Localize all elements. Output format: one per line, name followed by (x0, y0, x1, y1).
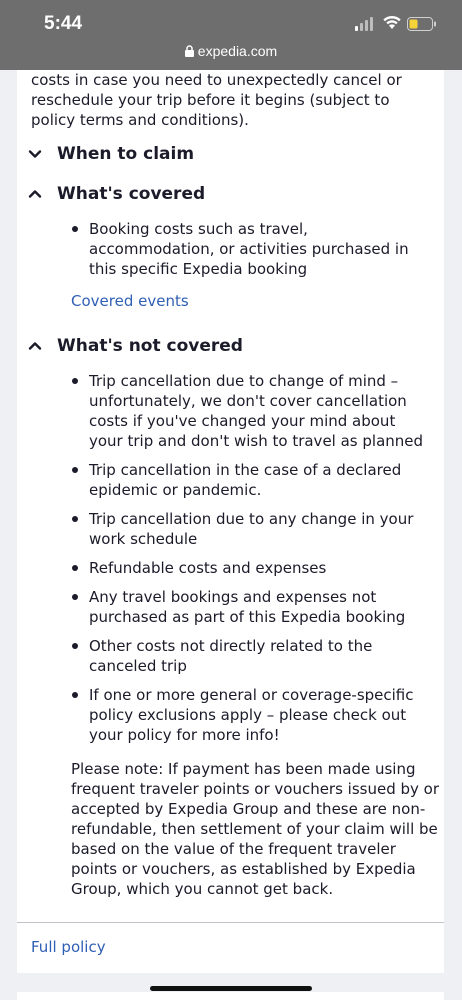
divider (17, 922, 444, 923)
wifi-icon (382, 14, 402, 34)
status-bar (0, 0, 462, 70)
section-whats-covered[interactable] (27, 184, 205, 204)
bullet-dot (72, 378, 78, 384)
bullet-dot (72, 516, 78, 522)
bullet-dot (72, 467, 78, 473)
intro-block (31, 70, 435, 130)
status-time: 5:44 (44, 13, 83, 34)
intro-text: costs in case you need to unexpectedly cancel or reschedule your trip before it begins (subject to policy terms and conditions). (31, 71, 402, 129)
address-bar[interactable] (0, 43, 462, 59)
battery-icon (407, 16, 437, 35)
list-item: Booking costs such as travel, accommodation, or activities purchased in this specific Expedia booking (72, 219, 432, 279)
not-covered-list (72, 371, 432, 745)
list-item: Other costs not directly related to the canceled trip (72, 636, 432, 676)
list-item: Trip cancellation due to change of mind – unfortunately, we don't cover cancellation costs if you've changed your mind about your trip and don't wish to travel as planned (72, 371, 432, 451)
bullet-dot (72, 594, 78, 600)
full-policy-link[interactable]: Full policy (31, 938, 106, 956)
covered-events-link[interactable]: Covered events (71, 292, 189, 310)
section-when-to-claim[interactable] (27, 144, 194, 164)
list-item: Trip cancellation in the case of a declared epidemic or pandemic. (72, 460, 432, 500)
chevron-down-icon (27, 146, 43, 162)
home-indicator[interactable] (150, 986, 312, 991)
bullet-dot (72, 692, 78, 698)
list-item: If one or more general or coverage-specific policy exclusions apply – please check out your policy for more info! (72, 685, 432, 745)
next-card (17, 992, 444, 1000)
bullet-dot (72, 643, 78, 649)
bullet-dot (72, 565, 78, 571)
please-note-text: Please note: If payment has been made using frequent traveler points or vouchers issued by or accepted by Expedia Group and these are non-refundable, then settlement of your claim will be based on the value of the frequent traveler points or vouchers, as established by Expedia Group, which you cannot get back. (71, 760, 440, 898)
policy-card (17, 70, 444, 973)
section-title: What's not covered (57, 336, 243, 356)
chevron-up-icon (27, 186, 43, 202)
section-whats-not-covered[interactable] (27, 336, 243, 356)
lock-icon (185, 45, 194, 57)
url-text: expedia.com (197, 43, 278, 59)
bullet-dot (72, 226, 78, 232)
signal-icon (355, 16, 375, 35)
list-item: Refundable costs and expenses (72, 558, 432, 578)
list-item: Any travel bookings and expenses not purchased as part of this Expedia booking (72, 587, 432, 627)
list-item: Trip cancellation due to any change in your work schedule (72, 509, 432, 549)
section-title: When to claim (57, 144, 195, 164)
covered-list (72, 219, 432, 279)
section-title: What's covered (57, 184, 206, 204)
chevron-up-icon (27, 338, 43, 354)
